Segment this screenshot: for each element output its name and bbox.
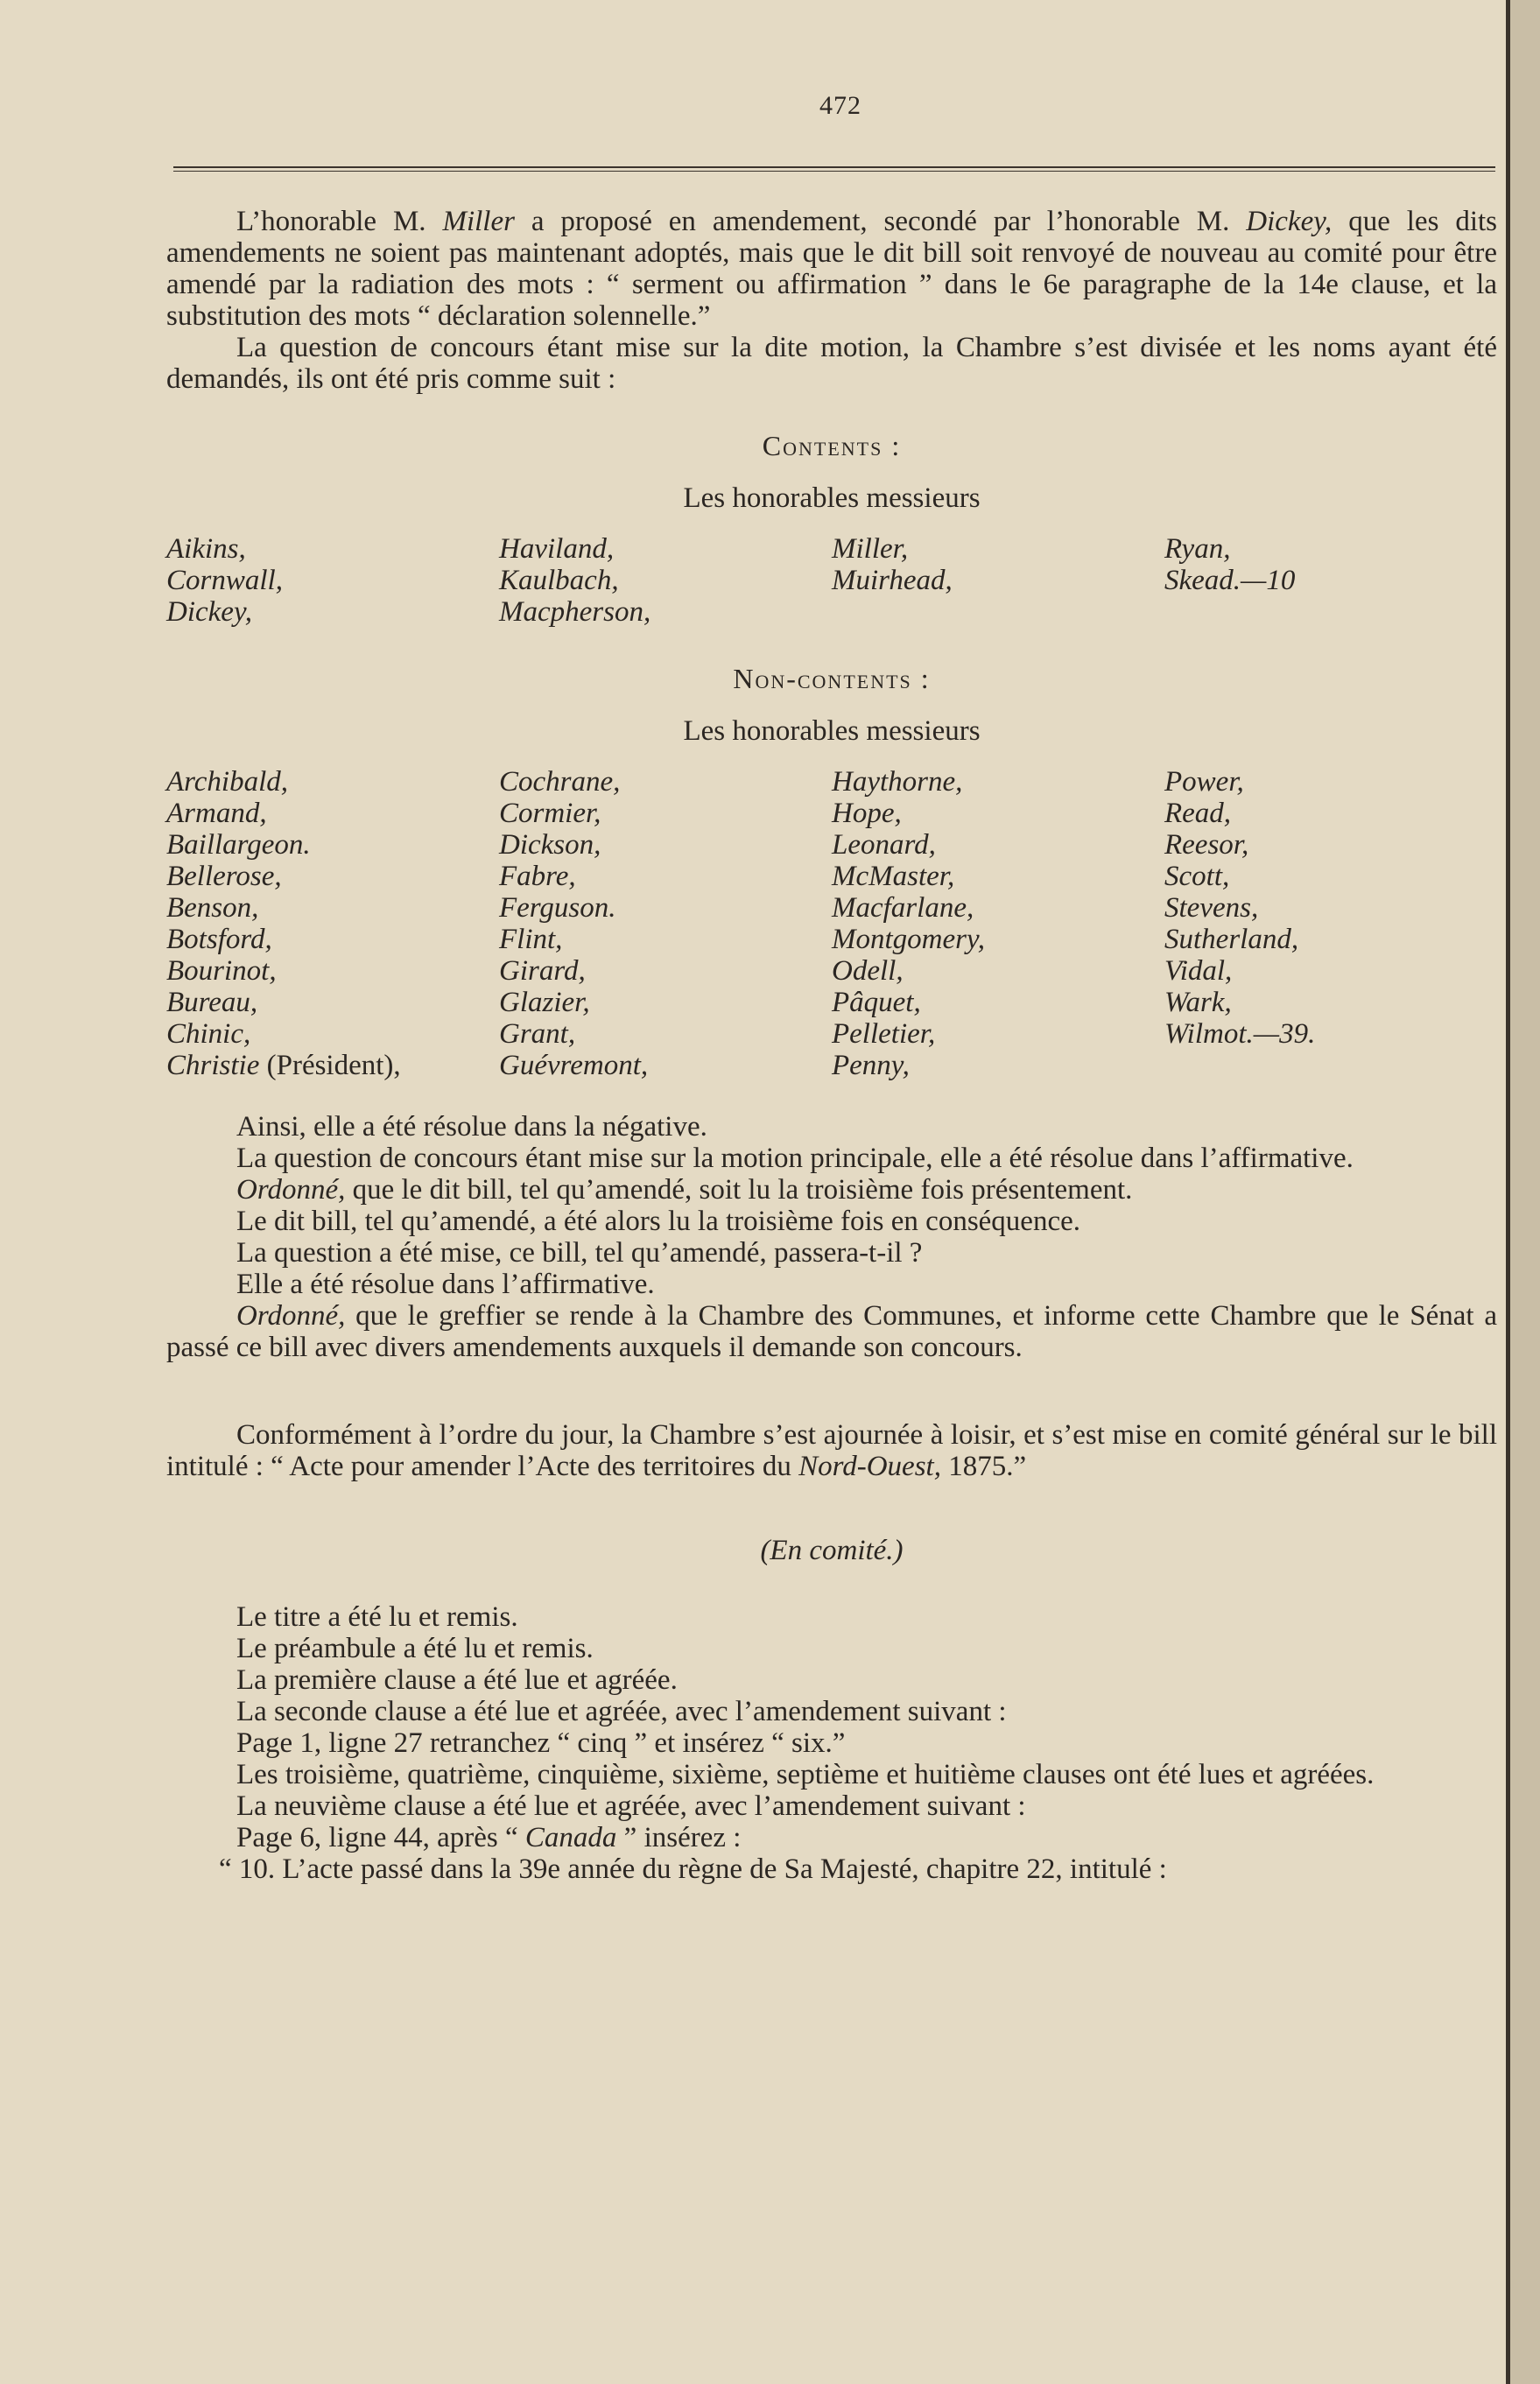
- affirmative-result: Elle a été résolue dans l’affirmative.: [236, 1269, 655, 1300]
- name-cell: Chinic,: [166, 1018, 251, 1050]
- name-cell: Stevens,: [1164, 892, 1259, 924]
- name-cell: Power,: [1164, 766, 1244, 798]
- name-cell: Odell,: [832, 955, 904, 987]
- table-row: [166, 987, 1497, 1018]
- name-christie: Christie: [166, 1050, 260, 1081]
- in-committee-label: (En comité.): [760, 1535, 904, 1566]
- text-run: ” insérez :: [616, 1822, 742, 1853]
- name-cell: Muirhead,: [832, 565, 953, 596]
- name-cell: Flint,: [499, 924, 563, 955]
- text-run: L’honorable M.: [236, 206, 443, 237]
- table-row: [166, 924, 1497, 955]
- name-cell: Glazier,: [499, 987, 590, 1018]
- table-row: [166, 766, 1497, 798]
- table-row: [166, 1018, 1497, 1050]
- question-passed: La question a été mise, ce bill, tel qu’amendé, passera-t-il ?: [236, 1237, 923, 1269]
- name-cell: Benson,: [166, 892, 259, 924]
- name-cell: Macpherson,: [499, 596, 651, 628]
- second-clause: La seconde clause a été lue et agréée, avec l’amendement suivant :: [236, 1696, 1007, 1727]
- third-reading-order: [166, 1174, 1497, 1206]
- ordonne-label: Ordonné,: [236, 1300, 346, 1332]
- division-paragraph: La question de concours étant mise sur la dite motion, la Chambre s’est divisée et les noms ayant été demandés, ils ont été pris comme suit :: [166, 332, 1497, 395]
- table-row: [166, 1050, 1497, 1081]
- name-cell: Aikins,: [166, 533, 246, 565]
- table-row: [166, 533, 1497, 565]
- name-cell: McMaster,: [832, 861, 955, 892]
- name-cell: Ryan,: [1164, 533, 1231, 565]
- name-cell: Miller,: [832, 533, 909, 565]
- name-cell: Fabre,: [499, 861, 576, 892]
- name-cell: Read,: [1164, 798, 1232, 829]
- name-cell: Archibald,: [166, 766, 289, 798]
- name-cell: Baillargeon.: [166, 829, 311, 861]
- name-cell: Haviland,: [499, 533, 615, 565]
- name-miller: Miller: [442, 206, 515, 237]
- page6-amendment: [166, 1822, 1497, 1853]
- text-run: 1875.”: [940, 1451, 1027, 1482]
- name-cell: [1164, 1050, 1497, 1081]
- name-cell: Ferguson.: [499, 892, 616, 924]
- contents-names-table: [166, 533, 1497, 628]
- clause-10-text: “ 10. L’acte passé dans la 39e année du règne de Sa Majesté, chapitre 22, intitulé :: [219, 1853, 1167, 1885]
- text-run: Conformément à l’ordre du jour, la Chambre s’est ajournée à loisir, et s’est mise en comité général sur le bill intitulé : “ Acte pour amender l’Acte des territoires du: [166, 1419, 1497, 1482]
- name-cell: Reesor,: [1164, 829, 1249, 861]
- table-row: [166, 892, 1497, 924]
- noncontents-names-table: [166, 766, 1497, 1081]
- name-cell: Armand,: [166, 798, 267, 829]
- third-reading: Le dit bill, tel qu’amendé, a été alors lu la troisième fois en conséquence.: [236, 1206, 1080, 1237]
- amendment-paragraph: [166, 206, 1497, 332]
- canada-word: Canada: [524, 1822, 617, 1853]
- name-dickey: Dickey,: [1246, 206, 1333, 237]
- text-run: que le greffier se rende à la Chambre des Communes, et informe cette Chambre que le Sénat a passé ce bill avec divers amendements auxquels il demande son concours.: [166, 1300, 1497, 1363]
- name-cell: Bureau,: [166, 987, 258, 1018]
- noncontents-heading: Non-contents :: [733, 663, 931, 694]
- name-cell: Cochrane,: [499, 766, 621, 798]
- table-row: [166, 829, 1497, 861]
- name-cell: Bellerose,: [166, 861, 282, 892]
- president-label: (Président),: [259, 1050, 401, 1081]
- name-cell: Leonard,: [832, 829, 936, 861]
- table-row: [166, 565, 1497, 596]
- name-cell: Girard,: [499, 955, 586, 987]
- clauses-3-8: Les troisième, quatrième, cinquième, sixième, septième et huitième clauses ont été lues et agréées.: [236, 1759, 1375, 1790]
- page1-amendment: Page 1, ligne 27 retranchez “ cinq ” et insérez “ six.”: [236, 1727, 846, 1759]
- name-cell: Wilmot.—39.: [1164, 1018, 1316, 1050]
- clerk-order: [166, 1300, 1497, 1363]
- text-run: Page 6, ligne 44, après “: [236, 1822, 525, 1853]
- ninth-clause: La neuvième clause a été lue et agréée, avec l’amendement suivant :: [236, 1790, 1026, 1822]
- table-row: [166, 596, 1497, 628]
- name-cell: Scott,: [1164, 861, 1230, 892]
- text-run: a proposé en amendement, secondé par l’honorable M.: [514, 206, 1247, 237]
- table-row: [166, 798, 1497, 829]
- name-cell: Cormier,: [499, 798, 601, 829]
- title-read: Le titre a été lu et remis.: [236, 1601, 518, 1633]
- main-motion-result: La question de concours étant mise sur la motion principale, elle a été résolue dans l’affirmative.: [236, 1143, 1354, 1174]
- header-rule: [173, 166, 1495, 172]
- name-cell: Pelletier,: [832, 1018, 936, 1050]
- first-clause: La première clause a été lue et agréée.: [236, 1664, 678, 1696]
- ordonne-label: Ordonné,: [236, 1174, 346, 1206]
- name-cell: Sutherland,: [1164, 924, 1299, 955]
- name-cell: Skead.—10: [1164, 565, 1296, 596]
- name-cell: Montgomery,: [832, 924, 986, 955]
- text-run: que les dits amendements ne soient pas maintenant adoptés, mais que le dit bill soit renvoyé de nouveau au comité pour être amendé par la radiation des mots : “ serment ou affirmation ” dans le 6e paragraphe de la 14e clause, et la substitution des mots “ déclaration solennelle.”: [166, 206, 1497, 332]
- name-cell: Kaulbach,: [499, 565, 619, 596]
- name-cell: Vidal,: [1164, 955, 1233, 987]
- place-name: Nord-Ouest,: [798, 1451, 941, 1482]
- name-cell: [1164, 596, 1497, 628]
- name-cell: Guévremont,: [499, 1050, 649, 1081]
- name-cell: Pâquet,: [832, 987, 921, 1018]
- noncontents-subheading: Les honorables messieurs: [683, 715, 981, 747]
- name-cell: Dickey,: [166, 596, 253, 628]
- name-cell: Penny,: [832, 1050, 910, 1081]
- name-cell: Bourinot,: [166, 955, 277, 987]
- preamble-read: Le préambule a été lu et remis.: [236, 1633, 594, 1664]
- negative-result: Ainsi, elle a été résolue dans la négative.: [236, 1111, 707, 1143]
- name-cell: [832, 596, 1164, 628]
- table-row: [166, 861, 1497, 892]
- page-binding-edge: [1506, 0, 1540, 2384]
- committee-paragraph: [166, 1419, 1497, 1482]
- name-cell: Hope,: [832, 798, 902, 829]
- text-run: que le dit bill, tel qu’amendé, soit lu la troisième fois présentement.: [345, 1174, 1133, 1206]
- name-cell: Cornwall,: [166, 565, 283, 596]
- name-cell: Haythorne,: [832, 766, 963, 798]
- name-cell: [166, 1050, 499, 1081]
- name-cell: Botsford,: [166, 924, 272, 955]
- page-number: 472: [819, 91, 861, 120]
- table-row: [166, 955, 1497, 987]
- contents-subheading: Les honorables messieurs: [683, 482, 981, 514]
- name-cell: Dickson,: [499, 829, 601, 861]
- name-cell: Macfarlane,: [832, 892, 974, 924]
- name-cell: Wark,: [1164, 987, 1232, 1018]
- contents-heading: Contents :: [762, 430, 902, 461]
- document-body: [166, 206, 1497, 1885]
- name-cell: Grant,: [499, 1018, 576, 1050]
